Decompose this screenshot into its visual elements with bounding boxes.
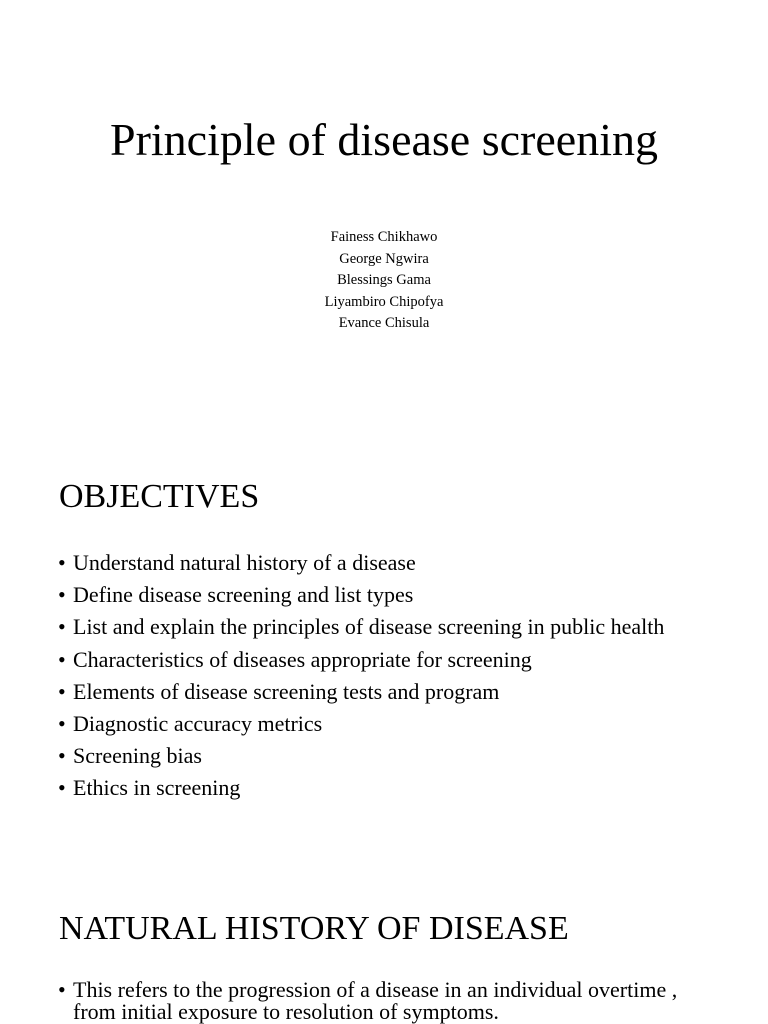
bullet-icon: • <box>58 646 66 672</box>
list-item <box>58 676 718 708</box>
author-name: Blessings Gama <box>337 272 431 289</box>
list-item <box>58 611 718 643</box>
list-item <box>58 740 718 772</box>
natural-history-slide <box>0 864 768 1024</box>
objectives-slide <box>0 432 768 864</box>
presentation-title <box>0 113 768 166</box>
list-item-text: Elements of disease screening tests and program <box>73 678 500 704</box>
author-name: George Ngwira <box>339 250 429 267</box>
author-list <box>0 227 768 335</box>
bullet-icon: • <box>58 550 66 575</box>
list-item-text: Screening bias <box>73 743 202 769</box>
bullet-icon: • <box>58 743 66 769</box>
list-item <box>58 644 718 676</box>
bullet-icon: • <box>58 711 66 737</box>
natural-history-heading: NATURAL HISTORY OF DISEASE <box>59 910 569 947</box>
list-item-text: Ethics in screening <box>73 775 241 801</box>
list-item-text: Characteristics of diseases appropriate for screening <box>73 646 532 672</box>
list-item-text: Define disease screening and list types <box>73 582 414 608</box>
author-name: Fainess Chikhawo <box>330 229 438 245</box>
bullet-icon: • <box>58 582 66 608</box>
presentation-title-text: Principle of disease screening <box>110 114 658 165</box>
author-name: Evance Chisula <box>338 315 430 332</box>
list-item-text: This refers to the progression of a disease in an individual overtime , from initial exposure to resolution of symptoms. <box>73 977 678 1024</box>
bullet-icon: • <box>58 678 66 704</box>
list-item-text: Understand natural history of a disease <box>73 550 416 575</box>
natural-history-list <box>58 979 718 1023</box>
title-slide <box>0 0 768 432</box>
objectives-list <box>58 547 718 805</box>
list-item <box>58 547 718 579</box>
list-item <box>58 979 718 1023</box>
objectives-heading: OBJECTIVES <box>59 478 260 515</box>
bullet-icon: • <box>58 614 66 640</box>
list-item <box>58 579 718 611</box>
list-item-text: List and explain the principles of disease screening in public health <box>73 614 665 640</box>
bullet-icon: • <box>58 775 66 801</box>
author-name: Liyambiro Chipofya <box>324 293 444 310</box>
bullet-icon: • <box>58 977 66 1002</box>
list-item-text: Diagnostic accuracy metrics <box>73 711 323 737</box>
list-item <box>58 708 718 740</box>
list-item <box>58 772 718 804</box>
